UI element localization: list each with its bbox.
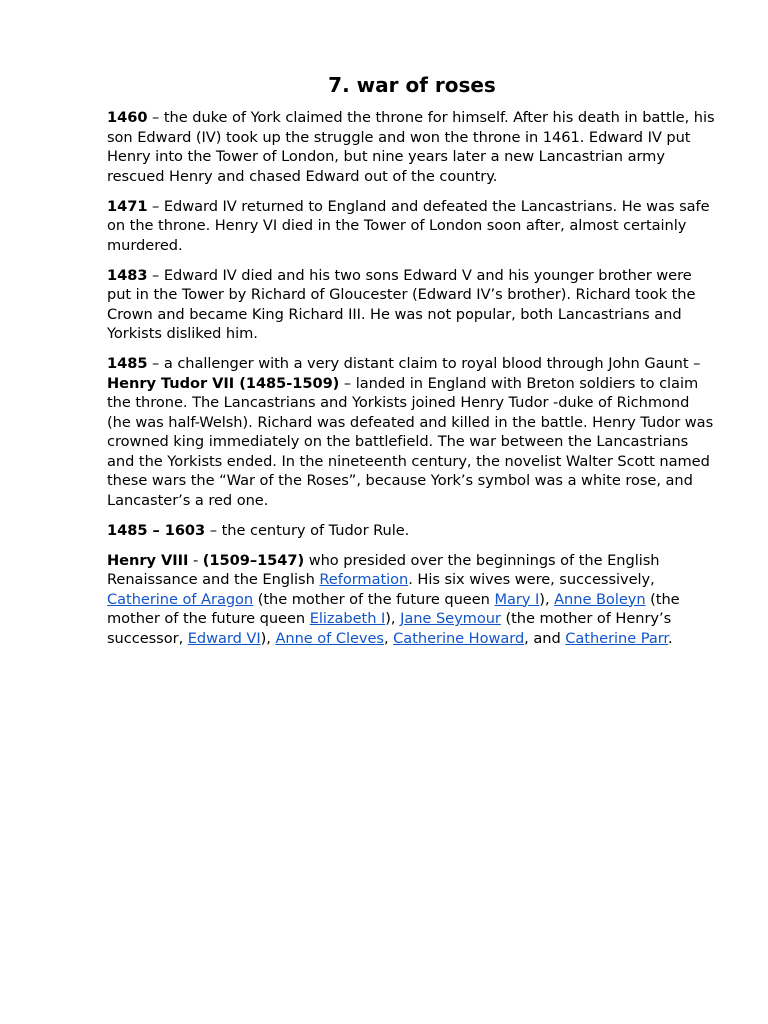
- year-label: 1485: [107, 355, 148, 372]
- link-catherine-howard[interactable]: Catherine Howard: [393, 629, 525, 647]
- page-title: 7. war of roses: [328, 73, 496, 97]
- henry-viii-label: Henry VIII: [107, 551, 189, 569]
- paragraph-text: . His six wives were, successively,: [408, 571, 655, 588]
- link-mary-i[interactable]: Mary I: [494, 590, 540, 608]
- paragraph-text: (the mother of the future queen: [107, 590, 680, 627]
- paragraph-text: ),: [260, 629, 276, 647]
- link-catherine-parr[interactable]: Catherine Parr: [565, 629, 669, 647]
- paragraph-henry-viii: [107, 551, 717, 649]
- link-catherine-of-aragon[interactable]: Catherine of Aragon: [107, 590, 254, 608]
- paragraph-text: .: [668, 629, 673, 647]
- paragraph-text: ),: [539, 590, 555, 608]
- paragraph-text: – a challenger with a very distant claim to royal blood through John Gaunt –: [147, 355, 701, 372]
- document-page: [107, 72, 717, 659]
- link-edward-vi[interactable]: Edward VI: [187, 629, 261, 647]
- year-range-label: 1485 – 1603: [107, 521, 206, 539]
- paragraph-tudor-rule: [107, 521, 717, 541]
- year-label: 1483: [107, 266, 148, 284]
- paragraph-text: – the century of Tudor Rule.: [205, 521, 410, 539]
- paragraph-1483: [107, 266, 717, 344]
- year-label: 1471: [107, 197, 148, 215]
- paragraph-text: – landed in England with Breton soldiers to claim the throne. The Lancastrians and Yorkists joined Henry Tudor -duke of Richmond (he was half-Welsh). Richard was defeated and killed in the battle. Henry Tudor was crowned king immediately on the battlefield. The war between the Lancastrians and the Yorkists ended. In the nineteenth century, the novelist Walter Scott named these wars the “War of the Roses”, because York’s symbol was a white rose, and Lancaster’s a red one.: [107, 374, 714, 509]
- separator: -: [188, 551, 203, 569]
- paragraph-text: – Edward IV returned to England and defeated the Lancastrians. He was safe on the throne. Henry VI died in the Tower of London soon after, almost certainly murdered.: [107, 197, 710, 254]
- link-anne-boleyn[interactable]: Anne Boleyn: [554, 590, 646, 608]
- link-anne-of-cleves[interactable]: Anne of Cleves: [275, 629, 384, 647]
- paragraph-text: , and: [524, 629, 566, 647]
- reign-label: (1509–1547): [202, 551, 305, 569]
- paragraph-text: ),: [385, 610, 401, 627]
- paragraph-text: ,: [383, 629, 394, 647]
- link-elizabeth-i[interactable]: Elizabeth I: [309, 610, 386, 627]
- paragraph-1485: [107, 354, 717, 510]
- link-reformation[interactable]: Reformation: [319, 571, 409, 588]
- paragraph-text: (the mother of Henry’s successor,: [107, 610, 672, 647]
- year-label: 1460: [107, 109, 148, 126]
- paragraph-text: (the mother of the future queen: [253, 590, 495, 608]
- paragraph-text: – Edward IV died and his two sons Edward V and his younger brother were put in the Tower by Richard of Gloucester (Edward IV’s brother). Richard took the Crown and became King Richard III. He was not popular, both Lancastrians and Yorkists disliked him.: [107, 266, 696, 342]
- link-jane-seymour[interactable]: Jane Seymour: [400, 610, 501, 627]
- henry-tudor-label: Henry Tudor VII (1485-1509): [107, 374, 340, 392]
- paragraph-text: – the duke of York claimed the throne for himself. After his death in battle, his son Edward (IV) took up the struggle and won the throne in 1461. Edward IV put Henry into the Tower of London, but nine years later a new Lancastrian army rescued Henry and chased Edward out of the country.: [107, 109, 715, 185]
- paragraph-text: who presided over the beginnings of the English Renaissance and the English: [107, 551, 660, 588]
- paragraph-1471: [107, 197, 717, 256]
- paragraph-1460: [107, 108, 717, 186]
